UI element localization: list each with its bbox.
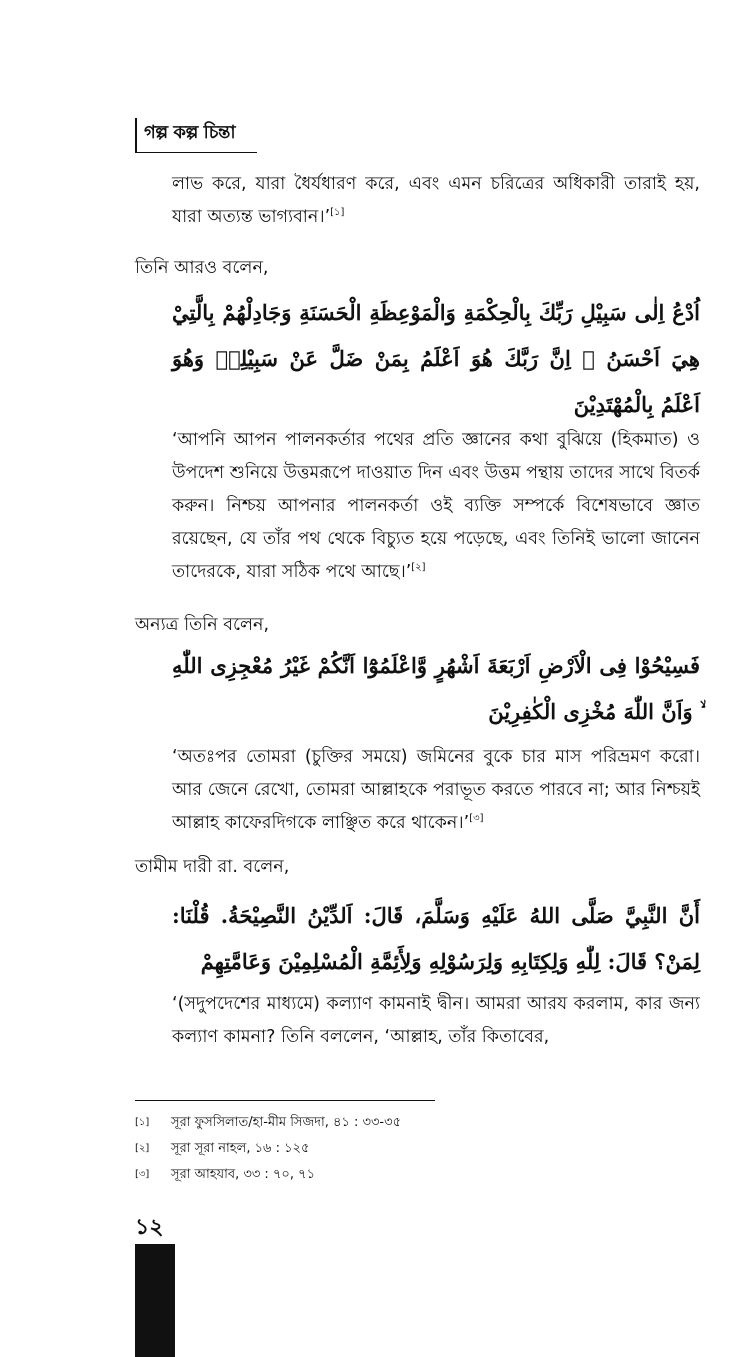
arabic-hadith: أَنَّ النَّبِيَّ صَلَّى اللهُ عَلَيْهِ وَسَلَّمَ، قَالَ: اَلدِّيْنُ النَّصِيْحَةُ. قُلْنَا: لِمَنْ؟ قَالَ: لِلّٰهِ وَلِكِتَابِهِ وَلِرَسُوْلِهِ وَلِأَئِمَّةِ الْمُسْلِمِيْنَ وَعَامَّتِهِمْ <box>172 903 700 974</box>
arabic-verse-2: فَسِيْحُوْا فِى الْاَرْضِ اَرْبَعَةَ اَشْهُرٍ وَّاعْلَمُوْٓا اَنَّكُمْ غَيْرُ مُعْجِزِى اللّٰهِ ۙ وَاَنَّ اللّٰهَ مُخْزِى الْكٰفِرِيْنَ <box>172 653 700 724</box>
footnote-divider <box>135 1100 435 1101</box>
footnote-3-number: [৩] <box>135 1169 150 1180</box>
arabic-verse-1: اُدْعُ اِلٰى سَبِيْلِ رَبِّكَ بِالْحِكْمَةِ وَالْمَوْعِظَةِ الْحَسَنَةِ وَجَادِلْهُمْ بِالَّتِيْ هِيَ اَحْسَنُ ۗ اِنَّ رَبَّكَ هُوَ اَعْلَمُ بِمَنْ ضَلَّ عَنْ سَبِيْلِهٖ وَهُوَ اَعْلَمُ بِالْمُهْتَدِيْنَ <box>172 300 700 417</box>
paragraph-3 <box>172 741 700 840</box>
paragraph-1 <box>172 168 700 234</box>
paragraph-2 <box>172 424 700 589</box>
paragraph-3-text: ‘অতঃপর তোমরা (চুক্তির সময়ে) জমিনের বুকে চার মাস পরিভ্রমণ করো। আর জেনে রেখো, তোমরা আল্লাহকে পরাভূত করতে পারবে না; আর নিশ্চয়ই আল্লাহ কাফেরদিগকে লাঞ্ছিত করে থাকেন।’ <box>172 747 700 833</box>
footnote-2-number: [২] <box>135 1143 150 1154</box>
footnote-ref-1: [১] <box>330 207 345 219</box>
paragraph-4 <box>172 988 700 1054</box>
footnote-ref-2: [২] <box>411 562 426 574</box>
thumb-tab <box>135 1244 175 1357</box>
running-head-title: গল্প কল্প চিন্তা <box>144 122 236 143</box>
intro-line-2: অন্যত্র তিনি বলেন, <box>135 615 270 635</box>
footnote-1-text: সূরা ফুসসিলাত/হা-মীম সিজদা, ৪১ : ৩৩-৩৫ <box>171 1115 402 1130</box>
footnote-1-number: [১] <box>135 1117 150 1128</box>
paragraph-4-text: ‘(সদুপদেশের মাধ্যমে) কল্যাণ কামনাই দ্বীন। আমরা আরয করলাম, কার জন্য কল্যাণ কামনা? তিনি বললেন, ‘আল্লাহ, তাঁর কিতাবের, <box>172 994 700 1047</box>
footnote-3 <box>135 1165 315 1185</box>
footnote-2-text: সূরা সূরা নাহল, ১৬ : ১২৫ <box>171 1141 310 1156</box>
page-number: ১২ <box>135 1215 164 1240</box>
footnote-1 <box>135 1113 401 1133</box>
footnote-3-text: সূরা আহযাব, ৩৩ : ৭০, ৭১ <box>171 1167 316 1182</box>
intro-line-1: তিনি আরও বলেন, <box>135 258 269 278</box>
footnote-2 <box>135 1139 309 1159</box>
footnote-ref-3: [৩] <box>469 813 484 825</box>
running-head <box>135 118 257 153</box>
paragraph-1-text: লাভ করে, যারা ধৈর্যধারণ করে, এবং এমন চরিত্রের অধিকারী তারাই হয়, যারা অত্যন্ত ভাগ্যবান।’ <box>172 174 700 227</box>
intro-line-3: তামীম দারী রা. বলেন, <box>135 857 290 877</box>
paragraph-2-text: ‘আপনি আপন পালনকর্তার পথের প্রতি জ্ঞানের কথা বুঝিয়ে (হিকমাত) ও উপদেশ শুনিয়ে উত্তমরূপে দাওয়াত দিন এবং উত্তম পন্থায় তাদের সাথে বিতর্ক করুন। নিশ্চয় আপনার পালনকর্তা ওই ব্যক্তি সম্পর্কে বিশেষভাবে জ্ঞাত রয়েছেন, যে তাঁর পথ থেকে বিচ্যুত হয়ে পড়েছে, এবং তিনিই ভালো জানেন তাদেরকে, যারা সঠিক পথে আছে।’ <box>172 430 700 582</box>
